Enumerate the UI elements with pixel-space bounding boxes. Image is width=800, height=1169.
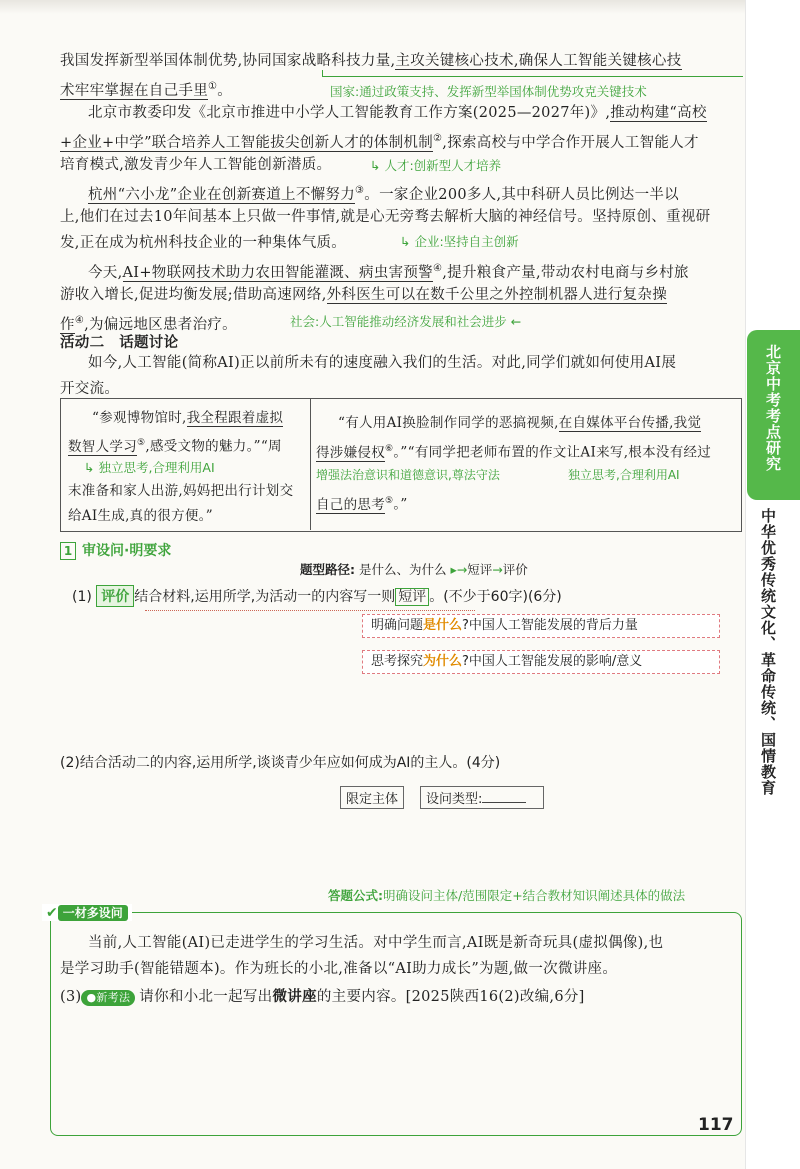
sidebar-bottom-label: 中华优秀传统文化、革命传统、国情教育 xyxy=(759,508,777,796)
table-right-line1: “有人用AI换脸制作同学的恶搞视频,在自媒体平台传播,我觉 xyxy=(338,415,702,431)
table-left-line4: 给AI生成,真的很方便。” xyxy=(68,508,213,524)
activity2-intro-line1: 如今,人工智能(简称AI)正以前所未有的速度融入我们的生活。对此,同学们就如何使用AI展 xyxy=(88,355,677,371)
page-number: 117 xyxy=(698,1115,734,1135)
activity2-title: 活动二 话题讨论 xyxy=(60,335,179,351)
table-right-line2: 得涉嫌侵权⑥。”“有同学把老师布置的作文让AI来写,根本没有经过 xyxy=(316,444,712,461)
multi-para-line1: 当前,人工智能(AI)已走进学生的学习生活。对中学生而言,AI既是新奇玩具(虚拟偶像),也 xyxy=(88,935,664,951)
para1-line2: 术牢牢掌握在自己手里①。 xyxy=(60,81,233,99)
check-icon: ✔ xyxy=(46,905,58,921)
para2-note: ↳ 人才:创新型人才培养 xyxy=(370,158,502,173)
q2-box2: 设问类型: xyxy=(420,786,544,809)
q2-box1: 限定主体 xyxy=(340,786,404,809)
para4-note: 社会:人工智能推动经济发展和社会进步 ← xyxy=(290,314,522,329)
lightbulb-icon: ● xyxy=(86,991,97,1004)
multi-tag: ✔ 一材多设问 xyxy=(42,904,132,921)
sidebar-tab-top[interactable] xyxy=(747,330,800,500)
section-number: 1 xyxy=(60,542,76,560)
para3-line2: 上,他们在过去10年间基本上只做一件事情,就是心无旁骛去解析大脑的神经信号。坚持原创、重视研 xyxy=(60,209,711,225)
answer-formula: 答题公式:明确设问主体/范围限定+结合教材知识阐述具体的做法 xyxy=(328,888,686,903)
para3-line1: 杭州“六小龙”企业在创新赛道上不懈努力③。一家企业200多人,其中科研人员比例达一半以 xyxy=(88,185,679,203)
q1-hint2: 思考探究为什么?中国人工智能发展的影响/意义 xyxy=(362,650,720,674)
para1-line1: 我国发挥新型举国体制优势,协同国家战略科技力量,主攻关键核心技术,确保人工智能关键核心技 xyxy=(60,53,682,69)
para3-note: ↳ 企业:坚持自主创新 xyxy=(400,234,519,249)
para3-line3: 发,正在成为杭州科技企业的一种集体气质。 xyxy=(60,235,347,251)
table-left-line3: 末准备和家人出游,妈妈把出行计划交 xyxy=(68,483,294,499)
q3-tag: ●新考法 xyxy=(81,990,135,1006)
q1-line: (1) 评价 结合材料,运用所学,为活动一的内容写一则 短评 。(不少于60字)(6分) xyxy=(72,585,562,607)
para1-note-bracket xyxy=(322,70,743,77)
q1-hint1: 明确问题是什么?中国人工智能发展的背后力量 xyxy=(362,614,720,638)
q1-wavy-line xyxy=(145,606,475,611)
para2-line1: 北京市教委印发《北京市推进中小学人工智能教育工作方案(2025—2027年)》,推动构建“高校 xyxy=(88,105,707,121)
table-right-line3: 自己的思考⑤。” xyxy=(316,496,408,513)
table-left-line2: 数智人学习⑤,感受文物的魅力。”“周 xyxy=(68,438,282,455)
q2-line: (2)结合活动二的内容,运用所学,谈谈青少年应如何成为AI的主人。(4分) xyxy=(60,755,501,771)
para2-line3: 培育模式,激发青少年人工智能创新潜质。 xyxy=(60,157,332,173)
section-header: 1 审设问·明要求 xyxy=(60,540,171,560)
table-left-line1: “参观博物馆时,我全程跟着虚拟 xyxy=(92,410,284,426)
activity2-intro-line2: 开交流。 xyxy=(60,381,120,397)
multi-para-line2: 是学习助手(智能错题本)。作为班长的小北,准备以“AI助力成长”为题,做一次微讲座。 xyxy=(60,961,618,977)
table-right-note2: 独立思考,合理利用AI xyxy=(568,468,680,482)
para2-line2: +企业+中学”联合培养人工智能拔尖创新人才的体制机制②,探索高校与中学合作开展人工智能人才 xyxy=(60,133,699,151)
table-left-note: ↳ 独立思考,合理利用AI xyxy=(84,460,215,475)
para4-line1: 今天,AI+物联网技术助力农田智能灌溉、病虫害预警④,提升粮食产量,带动农村电商与乡村旅 xyxy=(88,263,689,281)
table-right-note1: 增强法治意识和道德意识,尊法守法 xyxy=(316,468,500,482)
para4-line3: 作④,为偏远地区患者治疗。 xyxy=(60,315,237,333)
q1-tag: 评价 xyxy=(96,585,134,607)
q3-line: (3) ●新考法 请你和小北一起写出微讲座的主要内容。[2025陕西16(2)改编,6分] xyxy=(60,988,585,1005)
route-line: 题型路径: 是什么、为什么 ▸→短评→评价 xyxy=(300,562,528,577)
para1-note: 国家:通过政策支持、发挥新型举国体制优势攻克关键技术 xyxy=(330,84,647,99)
para4-line2: 游收入增长,促进均衡发展;借助高速网络,外科医生可以在数千公里之外控制机器人进行复杂操 xyxy=(60,287,668,303)
top-bleed xyxy=(0,0,800,14)
sidebar-top-label: 北京中考考点研究 xyxy=(764,344,782,472)
